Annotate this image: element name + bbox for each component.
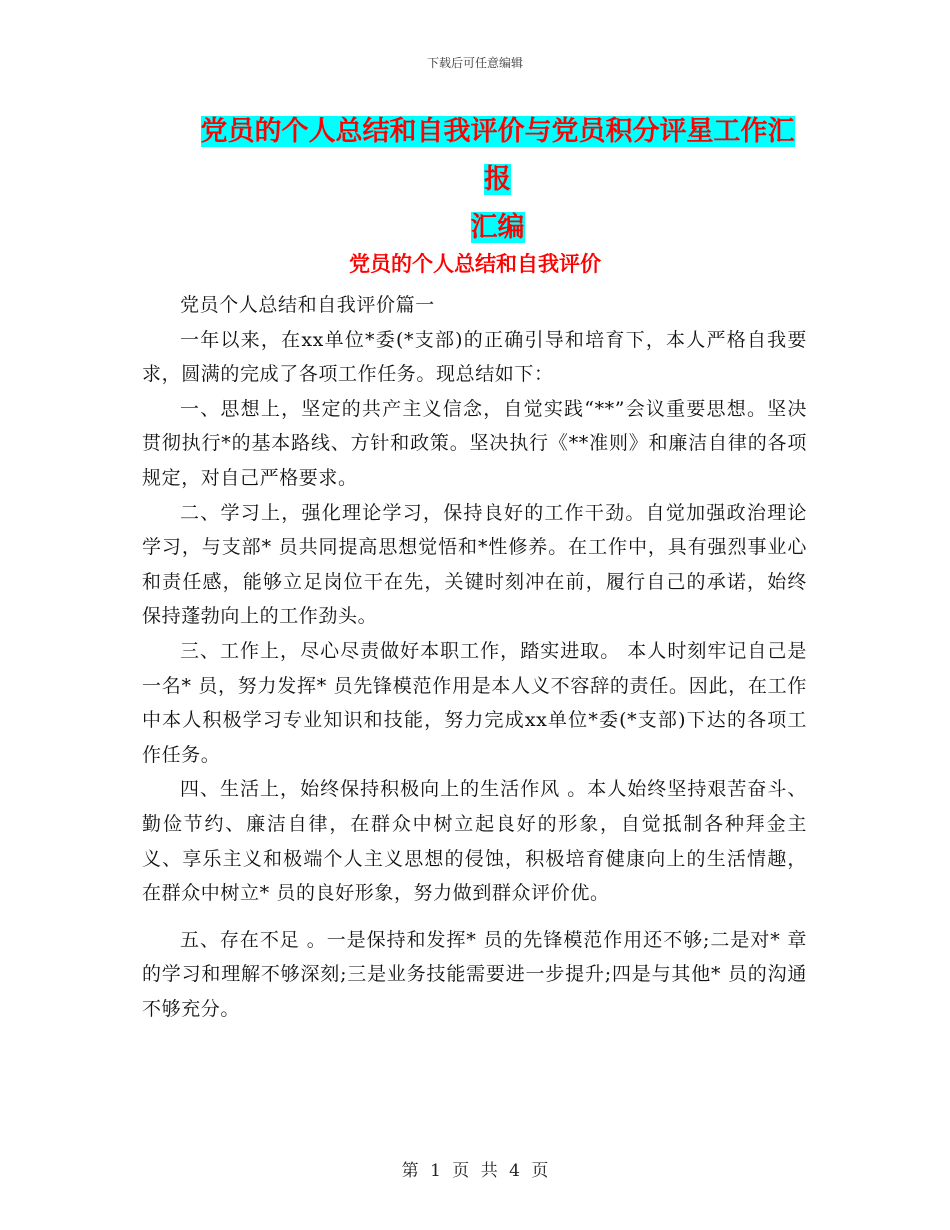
section-title: 党员的个人总结和自我评价: [349, 252, 601, 276]
document-title: [190, 108, 805, 252]
paragraph-work: 三、工作上，尽心尽责做好本职工作，踏实进取。 本人时刻牢记自己是一名* 员，努力发挥* 员先锋模范作用是本人义不容辞的责任。因此，在工作中本人积极学习专业知识和技能，努力完成xx单位*委(*支部)下达的各项工作任务。: [142, 639, 807, 766]
paragraph-thought: 一、思想上，坚定的共产主义信念，自觉实践“**”会议重要思想。坚决贯彻执行*的基本路线、方针和政策。坚决执行《**准则》和廉洁自律的各项规定，对自己严格要求。: [142, 397, 807, 489]
document-title-line1: 党员的个人总结和自我评价与党员积分评星工作汇报: [200, 116, 795, 195]
document-body: [142, 288, 807, 1026]
header-note: 下载后可任意编辑: [426, 56, 523, 70]
page-number: 第 1 页 共 4 页: [401, 1161, 549, 1181]
paragraph-study: 二、学习上，强化理论学习，保持良好的工作干劲。自觉加强政治理论学习，与支部* 员共同提高思想觉悟和*性修养。在工作中，具有强烈事业心和责任感，能够立足岗位干在先，关键时刻冲在前，履行自己的承诺，始终保持蓬勃向上的工作劲头。: [142, 501, 807, 628]
paragraph-life: 四、生活上，始终保持积极向上的生活作风 。本人始终坚持艰苦奋斗、勤俭节约、廉洁自律，在群众中树立起良好的形象，自觉抵制各种拜金主义、享乐主义和极端个人主义思想的侵蚀，积极培育健康向上的生活情趣，在群众中树立* 员的良好形象，努力做到群众评价优。: [142, 778, 807, 905]
paragraph-shortcomings: 五、存在不足 。一是保持和发挥* 员的先锋模范作用还不够;二是对* 章的学习和理解不够深刻;三是业务技能需要进一步提升;四是与其他* 员的沟通不够充分。: [142, 928, 807, 1020]
paragraph-intro: 一年以来，在xx单位*委(*支部)的正确引导和培育下，本人严格自我要求，圆满的完成了各项工作任务。现总结如下：: [142, 328, 807, 386]
paragraph-heading: 党员个人总结和自我评价篇一: [180, 294, 435, 316]
document-title-line2: 汇编: [470, 212, 525, 243]
